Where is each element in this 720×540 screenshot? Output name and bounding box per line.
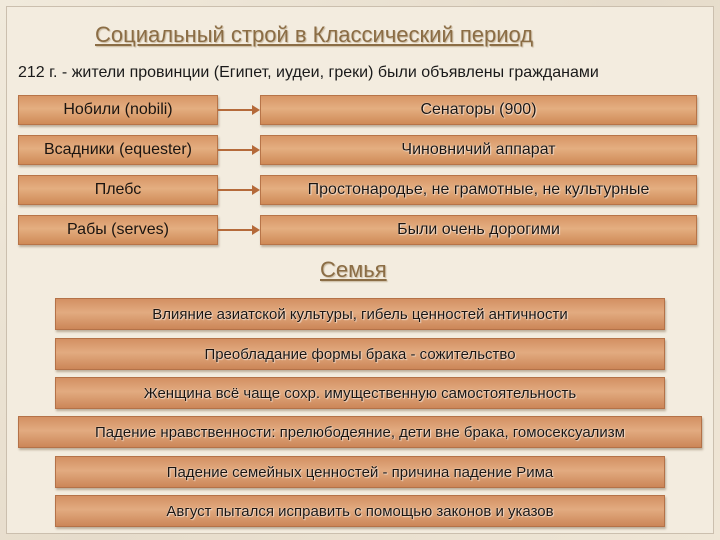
family-item xyxy=(55,456,665,488)
family-item-text: Влияние азиатской культуры, гибель ценностей античности xyxy=(152,305,568,323)
family-item xyxy=(18,416,702,448)
family-heading: Семья xyxy=(320,257,387,282)
class-box-plebs xyxy=(18,175,218,205)
slide-subtitle: 212 г. - жители провинции (Египет, иудеи, греки) были объявлены гражданами xyxy=(18,64,599,81)
arrow-icon xyxy=(218,182,260,198)
class-desc-box-officials xyxy=(260,135,697,165)
class-description: Сенаторы (900) xyxy=(420,101,537,118)
family-item xyxy=(55,495,665,527)
family-item-text: Падение нравственности: прелюбодеяние, дети вне брака, гомосексуализм xyxy=(95,423,625,441)
family-item-text: Падение семейных ценностей - причина падение Рима xyxy=(166,463,554,481)
class-description: Чиновничий аппарат xyxy=(401,141,556,158)
class-desc-box-commoners xyxy=(260,175,697,205)
family-item xyxy=(55,338,665,370)
arrow-icon xyxy=(218,102,260,118)
class-label: Рабы (serves) xyxy=(67,221,169,238)
slide-title: Социальный строй в Классический период xyxy=(95,22,534,47)
class-label: Всадники (equester) xyxy=(44,141,192,158)
arrow-icon xyxy=(218,142,260,158)
family-item-text: Август пытался исправить с помощью законов и указов xyxy=(166,502,554,520)
family-item-text: Преобладание формы брака - сожительство xyxy=(204,345,516,363)
class-box-nobili xyxy=(18,95,218,125)
class-description: Были очень дорогими xyxy=(397,221,560,238)
class-label: Плебс xyxy=(94,181,142,198)
family-item-text: Женщина всё чаще сохр. имущественную самостоятельность xyxy=(143,384,577,402)
class-label: Нобили (nobili) xyxy=(63,101,173,118)
family-item xyxy=(55,377,665,409)
class-box-equester xyxy=(18,135,218,165)
class-box-slaves xyxy=(18,215,218,245)
class-desc-box-slaves xyxy=(260,215,697,245)
arrow-icon xyxy=(218,222,260,238)
class-desc-box-senators xyxy=(260,95,697,125)
class-description: Простонародье, не грамотные, не культурные xyxy=(307,181,650,198)
family-item xyxy=(55,298,665,330)
